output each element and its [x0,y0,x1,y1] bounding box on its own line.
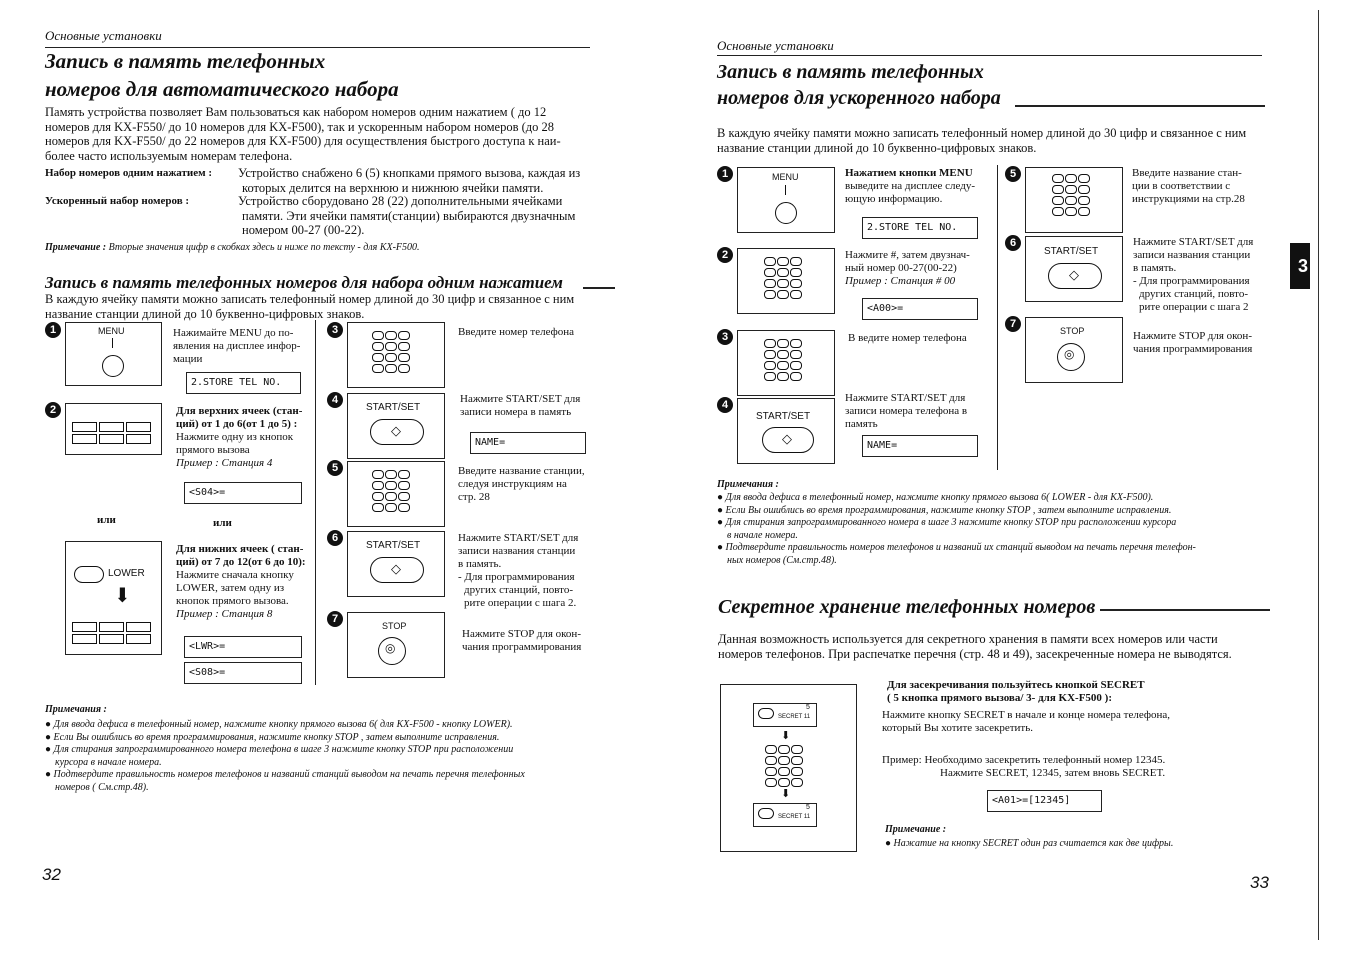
r-menu-key-panel: MENU [737,167,835,233]
left-section-header: Основные установки [45,28,162,43]
keypad-panel-1 [347,322,445,388]
lower-keys-panel: LOWER ⬇ [65,541,162,655]
step7-number: 7 [327,611,343,627]
secret-bold-text: Для засекречивания пользуйтесь кнопкой SECRET ( 5 кнопка прямого вызова/ 3- для KX-F500 ): [887,679,1145,704]
r-step3-number: 3 [717,329,733,345]
right-title-line1: Запись в память телефонных [717,61,984,83]
right-title-line2: номеров для ускоренного набора [717,87,1001,109]
left-notes-label: Примечания : [45,704,107,715]
secret-key-bottom: 5 SECRET 11 [753,803,817,827]
left-title-line1: Запись в память телефонных [45,49,326,73]
menu-button-icon [775,202,797,224]
stop-panel: STOP ◎ [347,612,445,678]
secret-key-top: 5 SECRET 11 [753,703,817,727]
r-step6-text: Нажмите START/SET для записи названия станции в память. - Для программирования других станций, повто- рите операции с шага 2 [1133,236,1254,313]
r-step4-display: NAME= [862,435,978,457]
step5-number: 5 [327,460,343,476]
r-keypad-panel-3 [1025,167,1123,233]
r-step3-text: В ведите номер телефона [848,332,967,344]
r-step5-text: Введите название стан- ции в соответствии с инструкциями на стр.28 [1132,167,1245,205]
right-notes-label: Примечания : [717,479,779,490]
step6-text: Нажмите START/SET для записи названия станции в память. - Для программирования других станций, повто- рите операции с шага 2. [458,532,579,609]
speed-text: Устройство сборудовано 28 (22) дополнительными ячейками памяти. Эти ячейки памяти(станции) выбираются двузначным номером 00-27 (00-22). [238,194,576,237]
secret-note-label: Примечание : [885,824,947,835]
arrow-down-icon: ⬇ [114,585,131,607]
left-note: Примечание : Вторые значения цифр в скобках здесь и ниже по тексту - для KX-F500. [45,242,420,253]
menu-key-panel: MENU [65,322,162,386]
right-page-number: 33 [1250,873,1269,892]
left-page-number: 32 [42,865,61,884]
right-title-rule [1015,105,1265,107]
r-start-set-panel-2: START/SET ◇ [1025,236,1123,302]
step5-text: Введите название станции, следуя инструкциям на стр. 28 [458,465,585,503]
step3-number: 3 [327,322,343,338]
or-label-1: или [97,514,116,526]
r-start-set-panel-1: START/SET ◇ [737,398,835,464]
left-subtitle: Запись в память телефонных номеров для набора одним нажатием [45,273,563,292]
step1-text: Нажимайте MENU до по- явления на дисплее инфор- мации [173,327,301,365]
step4-number: 4 [327,392,343,408]
step3-text: Введите номер телефона [458,326,574,338]
arrow-down-icon: ⬇ [781,730,791,742]
right-column-divider [997,165,998,470]
step1-number: 1 [45,322,61,338]
step2b-display-2: <S08>= [184,662,302,684]
speed-label: Ускоренный набор номеров : [45,195,190,207]
stop-button-icon: ◎ [378,637,406,665]
right-header-rule [717,55,1262,56]
r-step5-number: 5 [1005,166,1021,182]
step2-number: 2 [45,402,61,418]
secret-example: Пример: Необходимо засекретить телефонный номер 12345. Нажмите SECRET, 12345, затем вновь SECRET. [882,754,1166,779]
step6-number: 6 [327,530,343,546]
start-set-panel-1: START/SET ◇ [347,393,445,459]
r-step6-number: 6 [1005,235,1021,251]
step1-display: 2.STORE TEL NO. [186,372,301,394]
one-touch-keys-panel [65,403,162,455]
r-step2-text: Нажмите #, затем двузнач- ный номер 00-27(00-22) Пример : Станция # 00 [845,249,970,287]
secret-text: Нажмите кнопку SECRET в начале и конце номера телефона, который Вы хотите засекретить. [882,709,1170,734]
step7-text: Нажмите STOP для окон- чания программирования [462,628,582,653]
secret-note: ● Нажатие на кнопку SECRET один раз считается как две цифры. [885,838,1173,851]
page-edge-line [1318,10,1319,940]
r-step2-display: <A00>= [862,298,978,320]
r-step4-number: 4 [717,397,733,413]
or-label-2: или [213,517,232,529]
r-step1-text: Нажатием кнопки MENU выведите на дисплее следу- ющую информацию. [845,167,976,205]
arrow-down-icon: ⬇ [781,788,791,800]
one-touch-label: Набор номеров одним нажатием : [45,167,213,179]
secret-display: <A01>=[12345] [987,790,1102,812]
r-step4-text: Нажмите START/SET для записи номера телефона в память [845,392,968,430]
lower-button-icon [74,566,104,583]
menu-button-icon [102,355,124,377]
one-touch-text: Устройство снабжено 6 (5) кнопками прямого вызова, каждая из которых делится на верхнюю и нижнюю ячейки памяти. [238,166,581,195]
left-intro: Память устройства позволяет Вам пользоваться как набором номеров одним нажатием ( до 12 номеров для KX-F550/ до 10 номеров для KX-F500), так и ускоренным набором номеров (до 28 номеров для KX-F550/ до 22 номеров для KX-F500) для осуществления быстрого доступа к наи- более часто используемым номерам телефона. [45,105,561,163]
start-set-panel-2: START/SET ◇ [347,531,445,597]
left-column-divider [315,320,316,685]
r-keypad-panel-2 [737,330,835,396]
start-set-button-icon: ◇ [762,427,814,453]
step2-text: Для верхних ячеек (стан- ций) от 1 до 6(от 1 до 5) : Нажмите одну из кнопок прямого вызова Пример : Станция 4 [176,405,303,469]
right-notes: ● Для ввода дефиса в телефонный номер, нажмите кнопку прямого вызова 6( LOWER - для KX-F500). ● Если Вы ошиблись во время программирования, нажмите кнопку STOP , затем выполните исправления. ● Для стирания запрограммированного номера в шаге 3 нажмите кнопку STOP при расположении курсора в начале номера. ● Подтвердите правильность номеров телефонов и названий их станций выводом на печать перечня телефон- ных номеров (См.стр.48). [717,492,1307,567]
secret-title-rule [1100,609,1270,611]
stop-button-icon: ◎ [1057,343,1085,371]
secret-title: Секретное хранение телефонных номеров [718,596,1096,618]
r-step1-number: 1 [717,166,733,182]
left-notes: ● Для ввода дефиса в телефонный номер, нажмите кнопку прямого вызова 6( для KX-F500 - кнопку LOWER). ● Если Вы ошиблись во время программирования, нажмите кнопку STOP , затем выполните исправления. ● Для стирания запрограммированного номера телефона в шаге 3 нажмите кнопку STOP при расположении курсора в начале номера. ● Подтвердите правильность номеров телефонов и названий станций выводом на печать перечня телефонных номеров ( См.стр.48). [45,719,625,794]
secret-key-panel [720,684,857,852]
left-sub-intro: В каждую ячейку памяти можно записать телефонный номер длиной до 30 цифр и связанное с ним название станции длиной до 10 буквенно-цифровых знаков. [45,292,575,321]
secret-intro: Данная возможность используется для секретного хранения в памяти всех номеров или части номеров телефонов. При распечатке перечня (стр. 48 и 49), засекреченные номера не выводятся. [718,632,1232,661]
right-section-header: Основные установки [717,38,834,53]
r-stop-panel: STOP ◎ [1025,317,1123,383]
left-title-line2: номеров для автоматического набора [45,77,399,101]
step4-text: Нажмите START/SET для записи номера в память [460,393,581,418]
step2-display: <S04>= [184,482,302,504]
right-intro: В каждую ячейку памяти можно записать телефонный номер длиной до 30 цифр и связанное с ним название станции длиной до 10 буквенно-цифровых знаков. [717,126,1247,155]
keypad-panel-2 [347,461,445,527]
r-step7-number: 7 [1005,316,1021,332]
left-subtitle-rule [583,287,615,289]
start-set-button-icon: ◇ [1048,263,1102,289]
step2b-display-1: <LWR>= [184,636,302,658]
step2b-text: Для нижних ячеек ( стан- ций) от 7 до 12(от 6 до 10): Нажмите сначала кнопку LOWER, затем одну из кнопок прямого вызова. Пример : Станция 8 [176,543,306,620]
start-set-button-icon: ◇ [370,419,424,445]
r-step1-display: 2.STORE TEL NO. [862,217,978,239]
start-set-button-icon: ◇ [370,557,424,583]
r-step2-number: 2 [717,247,733,263]
chapter-tab: 3 [1290,243,1310,289]
step4-display: NAME= [470,432,586,454]
r-keypad-panel-1 [737,248,835,314]
r-step7-text: Нажмите STOP для окон- чания программирования [1133,330,1253,355]
